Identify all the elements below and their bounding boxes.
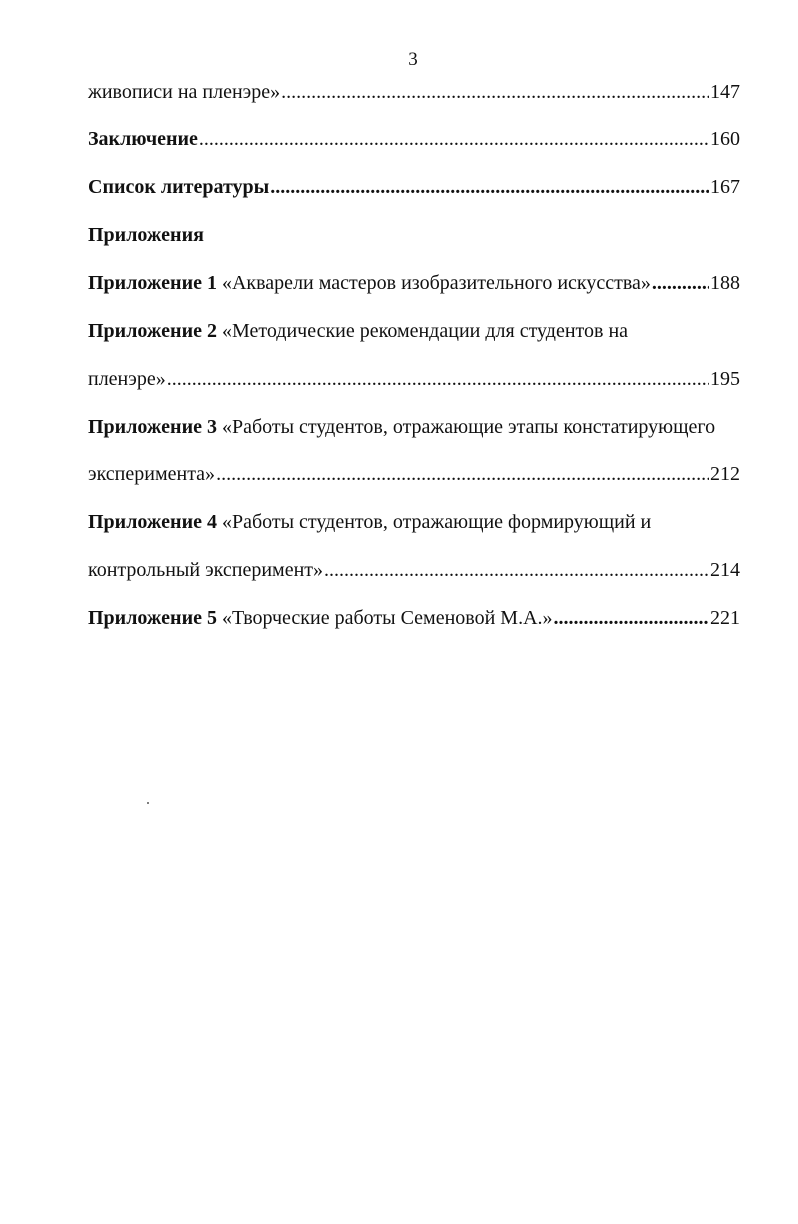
appendix-title: «Творческие работы Семеновой М.А.» bbox=[216, 607, 553, 629]
dot-leader bbox=[199, 127, 709, 151]
appendix-title-continued: эксперимента» bbox=[88, 463, 216, 485]
toc-page-number: 167 bbox=[710, 176, 740, 198]
appendix-title: «Методические рекомендации для студентов на bbox=[216, 320, 629, 342]
dot-leader bbox=[652, 271, 709, 295]
toc-entry-title bbox=[88, 510, 651, 534]
dot-leader bbox=[554, 606, 709, 630]
toc-page-number: 214 bbox=[710, 559, 740, 581]
toc-page-number: 221 bbox=[710, 607, 740, 629]
toc-entry-title: Список литературы bbox=[88, 176, 270, 198]
toc-entry-title bbox=[88, 606, 553, 630]
appendix-title-continued: контрольный эксперимент» bbox=[88, 559, 324, 581]
appendix-label: Приложение 3 bbox=[88, 416, 217, 438]
appendix-title: «Акварели мастеров изобразительного искусства» bbox=[216, 272, 651, 294]
appendix-label: Приложение 4 bbox=[88, 511, 217, 533]
section-heading: Приложения bbox=[88, 224, 204, 246]
dot-leader bbox=[270, 175, 709, 199]
appendix-title: «Работы студентов, отражающие этапы констатирующего bbox=[216, 416, 716, 438]
toc-entry-text: живописи на пленэре» bbox=[88, 81, 281, 103]
toc-entry-appendix-2-line1 bbox=[88, 319, 740, 343]
toc-entry-appendix-5 bbox=[88, 606, 740, 630]
toc-entry-appendix-1 bbox=[88, 271, 740, 295]
toc-entry-title: Заключение bbox=[88, 128, 198, 150]
toc-page-number: 195 bbox=[710, 368, 740, 390]
appendix-label: Приложение 5 bbox=[88, 607, 217, 629]
toc-entry-title bbox=[88, 271, 651, 295]
dot-leader bbox=[324, 558, 709, 582]
toc-entry-bibliography bbox=[88, 175, 740, 199]
toc-page-number: 212 bbox=[710, 463, 740, 485]
toc-page-number: 147 bbox=[710, 81, 740, 103]
toc-entry-title bbox=[88, 319, 628, 343]
appendix-title: «Работы студентов, отражающие формирующий и bbox=[216, 511, 652, 533]
toc-page-number: 160 bbox=[710, 128, 740, 150]
appendix-title-continued: пленэре» bbox=[88, 368, 166, 390]
dot-leader bbox=[167, 367, 709, 391]
appendix-label: Приложение 1 bbox=[88, 272, 217, 294]
dot-leader bbox=[281, 80, 709, 104]
scan-speck bbox=[147, 802, 149, 804]
toc-appendices-heading bbox=[88, 223, 740, 247]
toc-entry-conclusion bbox=[88, 127, 740, 151]
toc-page-number: 188 bbox=[710, 272, 740, 294]
dot-leader bbox=[216, 462, 709, 486]
toc-entry-title bbox=[88, 415, 715, 439]
toc-entry-painting-plein-air bbox=[88, 80, 740, 104]
page-number: 3 bbox=[408, 49, 418, 70]
toc-entry-appendix-2-line2 bbox=[88, 367, 740, 391]
toc-entry-appendix-3-line2 bbox=[88, 462, 740, 486]
toc-entry-appendix-4-line2 bbox=[88, 558, 740, 582]
toc-entry-appendix-3-line1 bbox=[88, 415, 740, 439]
appendix-label: Приложение 2 bbox=[88, 320, 217, 342]
toc-entry-appendix-4-line1 bbox=[88, 510, 740, 534]
